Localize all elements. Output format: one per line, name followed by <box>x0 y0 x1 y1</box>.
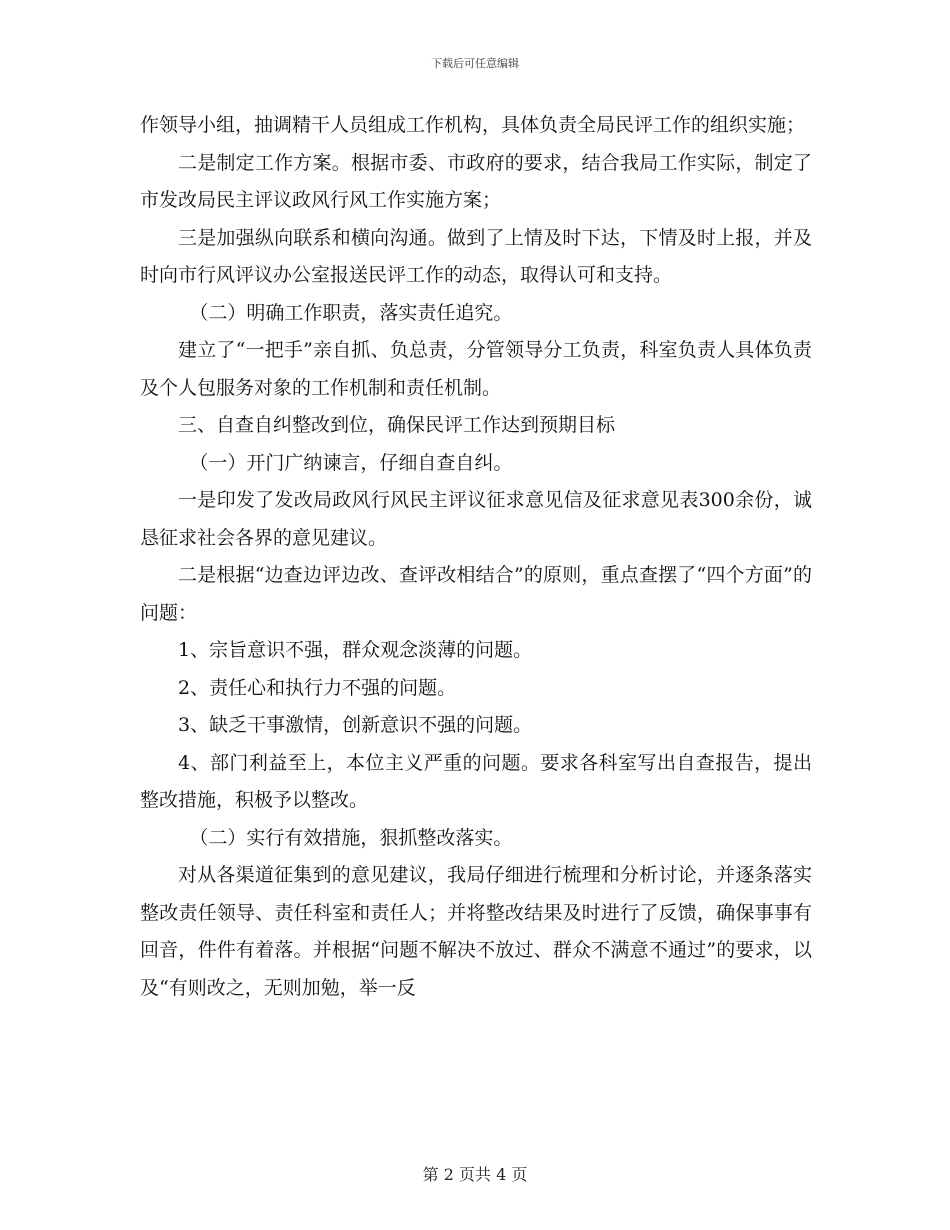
paragraph: （二）实行有效措施，狠抓整改落实。 <box>189 826 513 849</box>
paragraph: （二）明确工作职责，落实责任追究。 <box>189 301 513 324</box>
paragraph: 对从各渠道征集到的意见建议，我局仔细进行梳理和分析讨论，并逐条落实整改责任领导、责任科室和责任人；并将整改结果及时进行了反馈，确保事事有回音，件件有着落。并根据“问题不解决不放过、群众不满意不通过”的要求，以及“有则改之，无则加勉，举一反 <box>140 864 812 999</box>
paragraph: 4、部门利益至上，本位主义严重的问题。要求各科室写出自查报告，提出整改措施，积极予以整改。 <box>140 751 812 811</box>
page-header-note: 下载后可任意编辑 <box>431 57 519 70</box>
paragraph: 3、缺乏干事激情，创新意识不强的问题。 <box>178 714 533 736</box>
page-number: 第 2 页共 4 页 <box>422 1165 528 1184</box>
paragraph: 建立了“一把手”亲自抓、负总责，分管领导分工负责，科室负责人具体负责及个人包服务对象的工作机制和责任机制。 <box>140 339 812 399</box>
document-body <box>140 107 812 1007</box>
paragraph: 三、自查自纠整改到位，确保民评工作达到预期目标 <box>178 414 616 436</box>
paragraph: 三是加强纵向联系和横向沟通。做到了上情及时下达，下情及时上报，并及时向市行风评议办公室报送民评工作的动态，取得认可和支持。 <box>140 226 812 286</box>
paragraph: 一是印发了发改局政风行风民主评议征求意见信及征求意见表300余份，诚恳征求社会各界的意见建议。 <box>140 489 812 549</box>
paragraph: 二是根据“边查边评边改、查评改相结合”的原则，重点查摆了“四个方面”的问题： <box>140 564 812 624</box>
paragraph: （一）开门广纳谏言，仔细自查自纠。 <box>189 451 513 474</box>
paragraph: 2、责任心和执行力不强的问题。 <box>178 676 457 699</box>
paragraph: 二是制定工作方案。根据市委、市政府的要求，结合我局工作实际，制定了市发改局民主评议政风行风工作实施方案； <box>140 151 812 211</box>
paragraph: 作领导小组，抽调精干人员组成工作机构，具体负责全局民评工作的组织实施； <box>140 114 806 136</box>
paragraph: 1、宗旨意识不强，群众观念淡薄的问题。 <box>178 639 533 661</box>
